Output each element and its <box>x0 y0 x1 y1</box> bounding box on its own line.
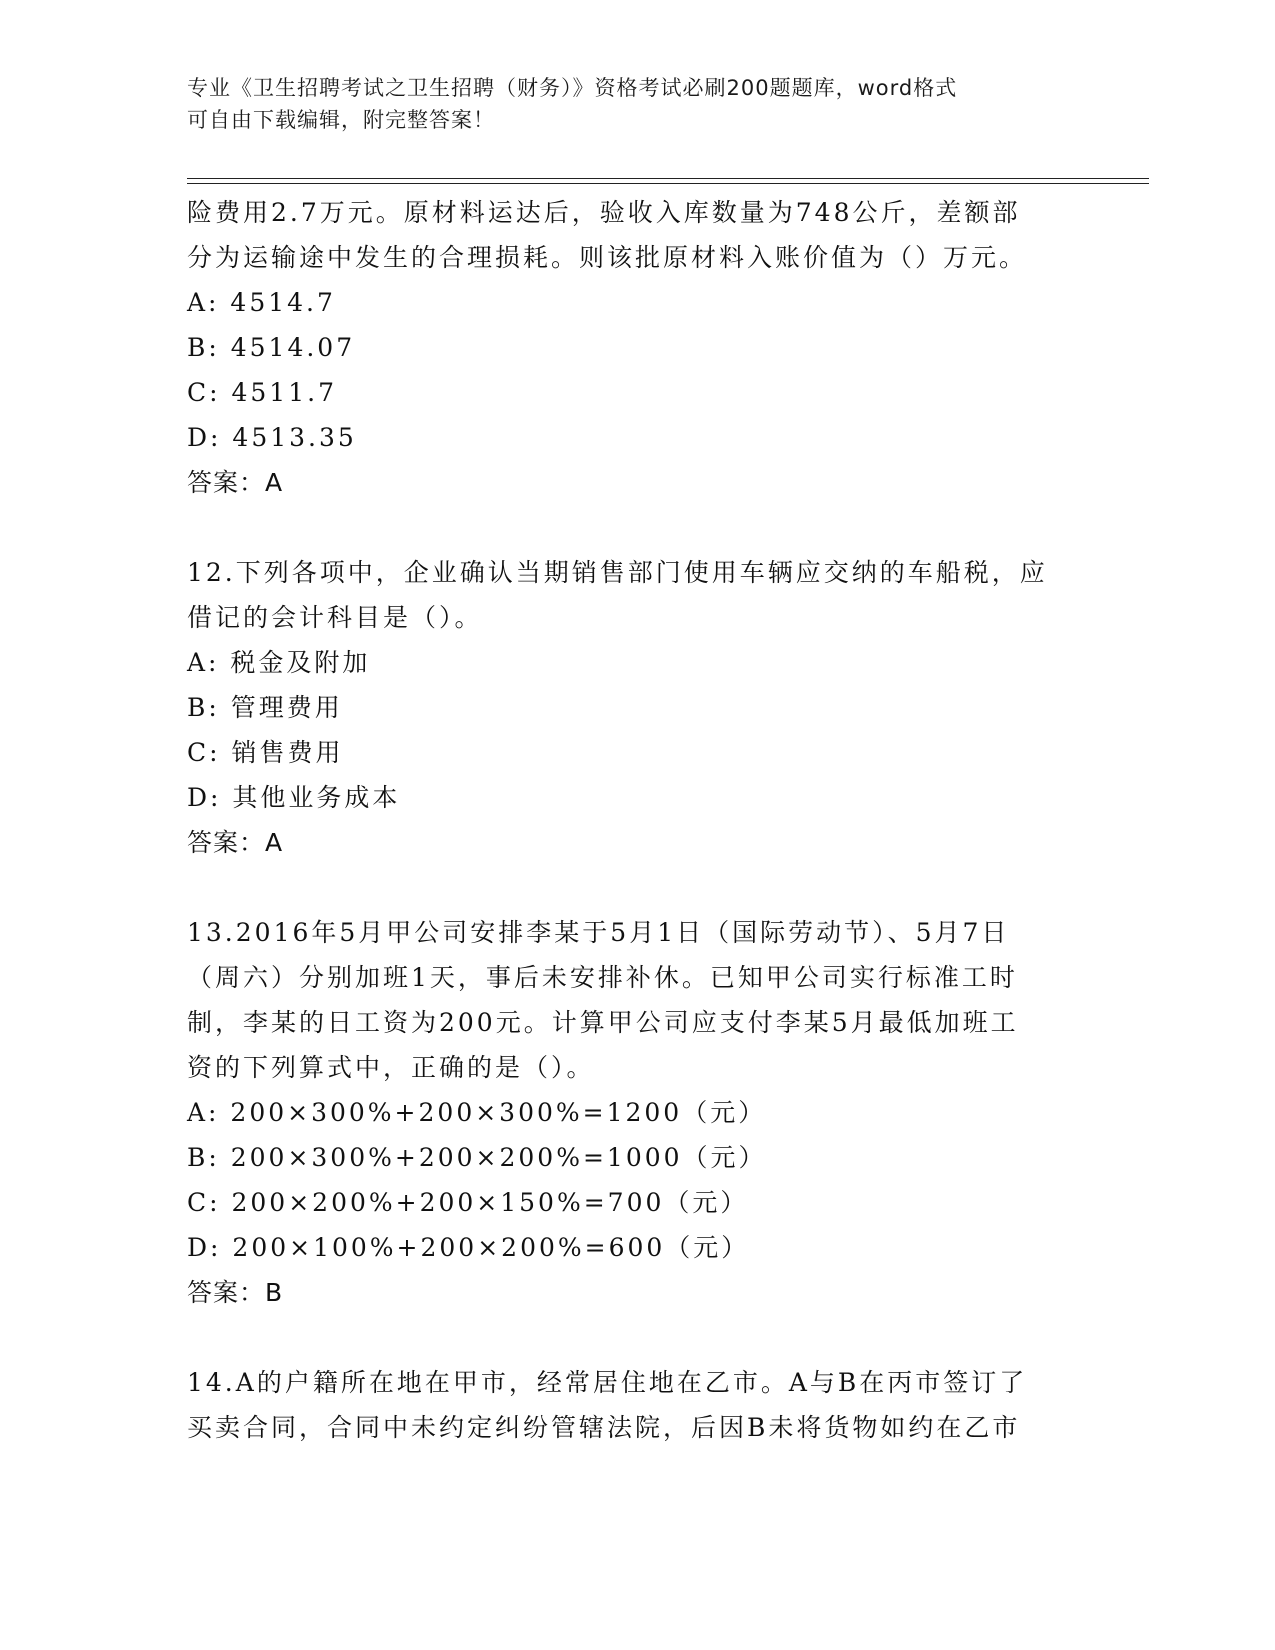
question-11 <box>187 190 1087 505</box>
option-b: B: 管理费用 <box>187 693 343 722</box>
question-stem-line: （周六）分别加班1天，事后未安排补休。已知甲公司实行标准工时 <box>187 963 1018 992</box>
option-d: D: 其他业务成本 <box>187 783 401 812</box>
option-d: D: 4513.35 <box>187 423 357 452</box>
question-stem-line: 分为运输途中发生的合理损耗。则该批原材料入账价值为（）万元。 <box>187 243 1028 272</box>
header-divider-top <box>187 178 1149 179</box>
option-c: C: 200×200%+200×150%=700（元） <box>187 1188 749 1217</box>
option-b: B: 4514.07 <box>187 333 356 362</box>
question-stem-line: 险费用2.7万元。原材料运达后，验收入库数量为748公斤，差额部 <box>187 198 1021 227</box>
question-stem-line: 资的下列算式中，正确的是（）。 <box>187 1053 595 1082</box>
option-c: C: 销售费用 <box>187 738 344 767</box>
spacer <box>187 865 1087 910</box>
answer-line: 答案：A <box>187 828 284 857</box>
question-stem-line: 买卖合同，合同中未约定纠纷管辖法院，后因B未将货物如约在乙市 <box>187 1413 1021 1442</box>
question-12 <box>187 550 1087 865</box>
option-a: A: 200×300%+200×300%=1200（元） <box>187 1098 767 1127</box>
question-13 <box>187 910 1087 1315</box>
option-a: A: 税金及附加 <box>187 648 371 677</box>
spacer <box>187 1315 1087 1360</box>
option-b: B: 200×300%+200×200%=1000（元） <box>187 1143 767 1172</box>
option-d: D: 200×100%+200×200%=600（元） <box>187 1233 750 1262</box>
document-header <box>187 72 1067 136</box>
question-stem-line: 制，李某的日工资为200元。计算甲公司应支付李某5月最低加班工 <box>187 1008 1019 1037</box>
question-14 <box>187 1360 1087 1450</box>
question-stem-line: 13.2016年5月甲公司安排李某于5月1日（国际劳动节）、5月7日 <box>187 918 1010 947</box>
header-divider-bottom <box>187 183 1149 184</box>
question-list <box>187 190 1087 1450</box>
question-stem-line: 14.A的户籍所在地在甲市，经常居住地在乙市。A与B在丙市签订了 <box>187 1368 1028 1397</box>
question-stem-line: 12.下列各项中，企业确认当期销售部门使用车辆应交纳的车船税，应 <box>187 558 1048 587</box>
question-stem-line: 借记的会计科目是（）。 <box>187 603 483 632</box>
answer-line: 答案：A <box>187 468 284 497</box>
header-line-1: 专业《卫生招聘考试之卫生招聘（财务）》资格考试必刷200题题库，word格式 <box>187 76 958 100</box>
answer-line: 答案：B <box>187 1278 284 1307</box>
header-line-2: 可自由下载编辑，附完整答案！ <box>187 108 495 132</box>
option-a: A: 4514.7 <box>187 288 336 317</box>
option-c: C: 4511.7 <box>187 378 337 407</box>
spacer <box>187 505 1087 550</box>
